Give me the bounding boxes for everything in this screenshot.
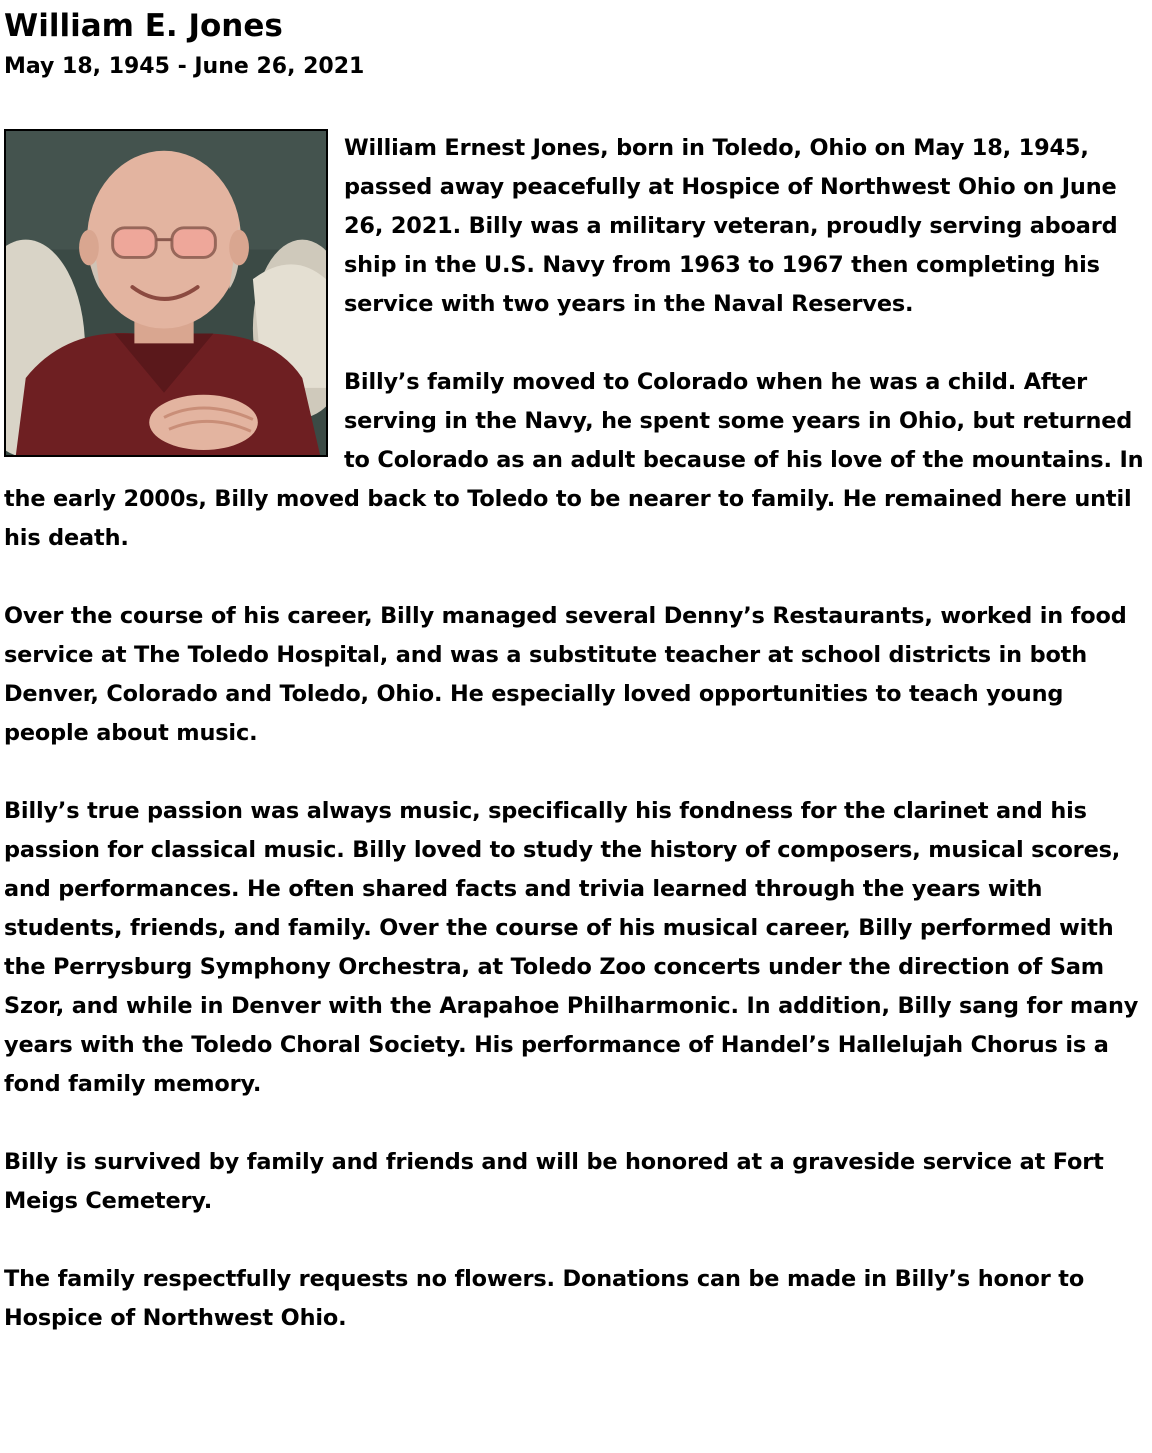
obituary-page <box>4 0 1144 1377</box>
portrait-photo <box>4 129 328 457</box>
obituary-dates: May 18, 1945 - June 26, 2021 <box>4 54 365 79</box>
portrait-photo-icon <box>6 131 326 455</box>
paragraph-music: Billy’s true passion was always music, specifically his fondness for the clarinet and his passion for classical music. Billy loved to study the history of composers, musical scores, and performances. He often shared facts and trivia learned through the years with students, friends, and family. Over the course of his musical career, Billy performed with the Perrysburg Symphony Orchestra, at Toledo Zoo concerts under the direction of Sam Szor, and while in Denver with the Arapahoe Philharmonic. In addition, Billy sang for many years with the Toledo Choral Society. His performance of Handel’s Hallelujah Chorus is a fond family memory. <box>4 798 1139 1097</box>
paragraph-donations: The family respectfully requests no flowers. Donations can be made in Billy’s honor to Hospice of Northwest Ohio. <box>4 1266 1085 1331</box>
paragraph-survived: Billy is survived by family and friends and will be honored at a graveside service at Fort Meigs Cemetery. <box>4 1149 1104 1214</box>
paragraph-family: Billy’s family moved to Colorado when he was a child. After serving in the Navy, he spent some years in Ohio, but returned to Colorado as an adult because of his love of the mountains. In the early 2000s, Billy moved back to Toledo to be nearer to family. He remained here until his death. <box>4 369 1144 551</box>
obituary-name: William E. Jones <box>4 8 283 44</box>
obituary-body <box>4 129 1144 1338</box>
paragraph-career: Over the course of his career, Billy managed several Denny’s Restaurants, worked in food service at The Toledo Hospital, and was a substitute teacher at school districts in both Denver, Colorado and Toledo, Ohio. He especially loved opportunities to teach young people about music. <box>4 603 1127 746</box>
paragraph-intro: William Ernest Jones, born in Toledo, Ohio on May 18, 1945, passed away peacefully at Hospice of Northwest Ohio on June 26, 2021. Billy was a military veteran, proudly serving aboard ship in the U.S. Navy from 1963 to 1967 then completing his service with two years in the Naval Reserves. <box>344 135 1118 317</box>
